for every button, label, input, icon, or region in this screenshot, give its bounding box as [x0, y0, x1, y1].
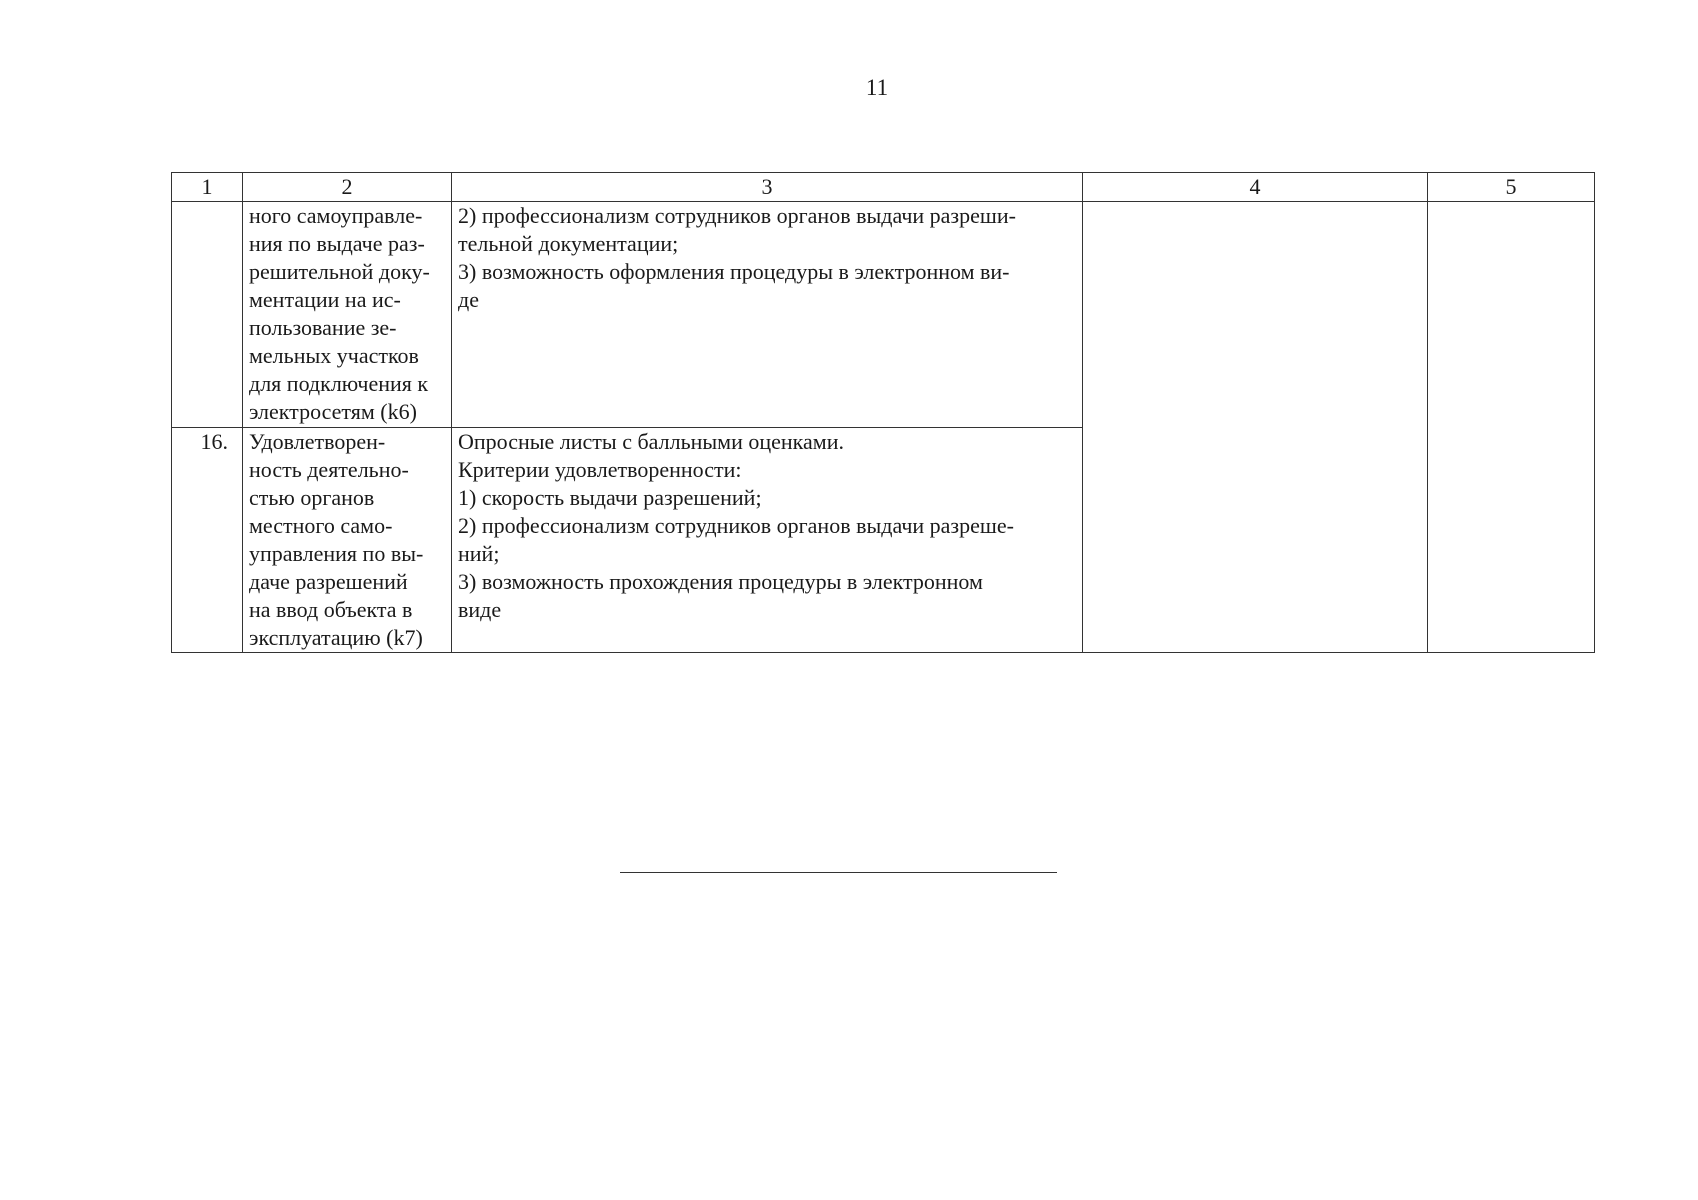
- method-line: 2) профессионализм сотрудников органов выдачи разреше-: [458, 513, 1014, 538]
- method-line: виде: [458, 597, 502, 622]
- method-line: ний;: [458, 541, 500, 566]
- indicators-table: [171, 172, 1595, 653]
- row-number-cell: [172, 202, 243, 428]
- table-row: [172, 202, 1595, 428]
- end-divider-line: [620, 872, 1057, 873]
- table-header-row: [172, 173, 1595, 202]
- indicator-line: для подключения к: [249, 371, 429, 396]
- row-number-cell: 16.: [172, 428, 243, 653]
- method-cell: [452, 428, 1083, 653]
- method-cell: [452, 202, 1083, 428]
- column-5-cell: [1428, 202, 1595, 653]
- column-header-2: 2: [243, 173, 452, 202]
- indicator-line: пользование зе-: [249, 315, 397, 340]
- indicator-line: стью органов: [249, 485, 375, 510]
- indicator-line: ментации на ис-: [249, 287, 401, 312]
- method-line: 2) профессионализм сотрудников органов выдачи разреши-: [458, 203, 1016, 228]
- column-header-3: 3: [452, 173, 1083, 202]
- page-number: 11: [865, 75, 889, 100]
- method-line: 3) возможность прохождения процедуры в электронном: [458, 569, 983, 594]
- method-line: 1) скорость выдачи разрешений;: [458, 485, 762, 510]
- method-line: 3) возможность оформления процедуры в электронном ви-: [458, 259, 1010, 284]
- indicator-line: местного само-: [249, 513, 393, 538]
- method-line: Опросные листы с балльными оценками.: [458, 429, 844, 454]
- method-line: де: [458, 287, 479, 312]
- column-header-5: 5: [1428, 173, 1595, 202]
- indicator-line: ния по выдаче раз-: [249, 231, 425, 256]
- indicator-line: ность деятельно-: [249, 457, 409, 482]
- indicator-line: ного самоуправле-: [249, 203, 423, 228]
- indicator-line: даче разрешений: [249, 569, 408, 594]
- column-header-1: 1: [172, 173, 243, 202]
- indicator-line: мельных участков: [249, 343, 419, 368]
- indicator-cell: [243, 202, 452, 428]
- indicator-line: эксплуатацию (k7): [249, 625, 423, 650]
- method-line: Критерии удовлетворенности:: [458, 457, 742, 482]
- indicator-line: Удовлетворен-: [249, 429, 386, 454]
- indicator-line: управления по вы-: [249, 541, 424, 566]
- column-header-4: 4: [1083, 173, 1428, 202]
- indicator-cell: [243, 428, 452, 653]
- method-line: тельной документации;: [458, 231, 679, 256]
- column-4-cell: [1083, 202, 1428, 653]
- indicator-line: на ввод объекта в: [249, 597, 413, 622]
- indicator-line: электросетям (k6): [249, 399, 417, 424]
- indicator-line: решительной доку-: [249, 259, 430, 284]
